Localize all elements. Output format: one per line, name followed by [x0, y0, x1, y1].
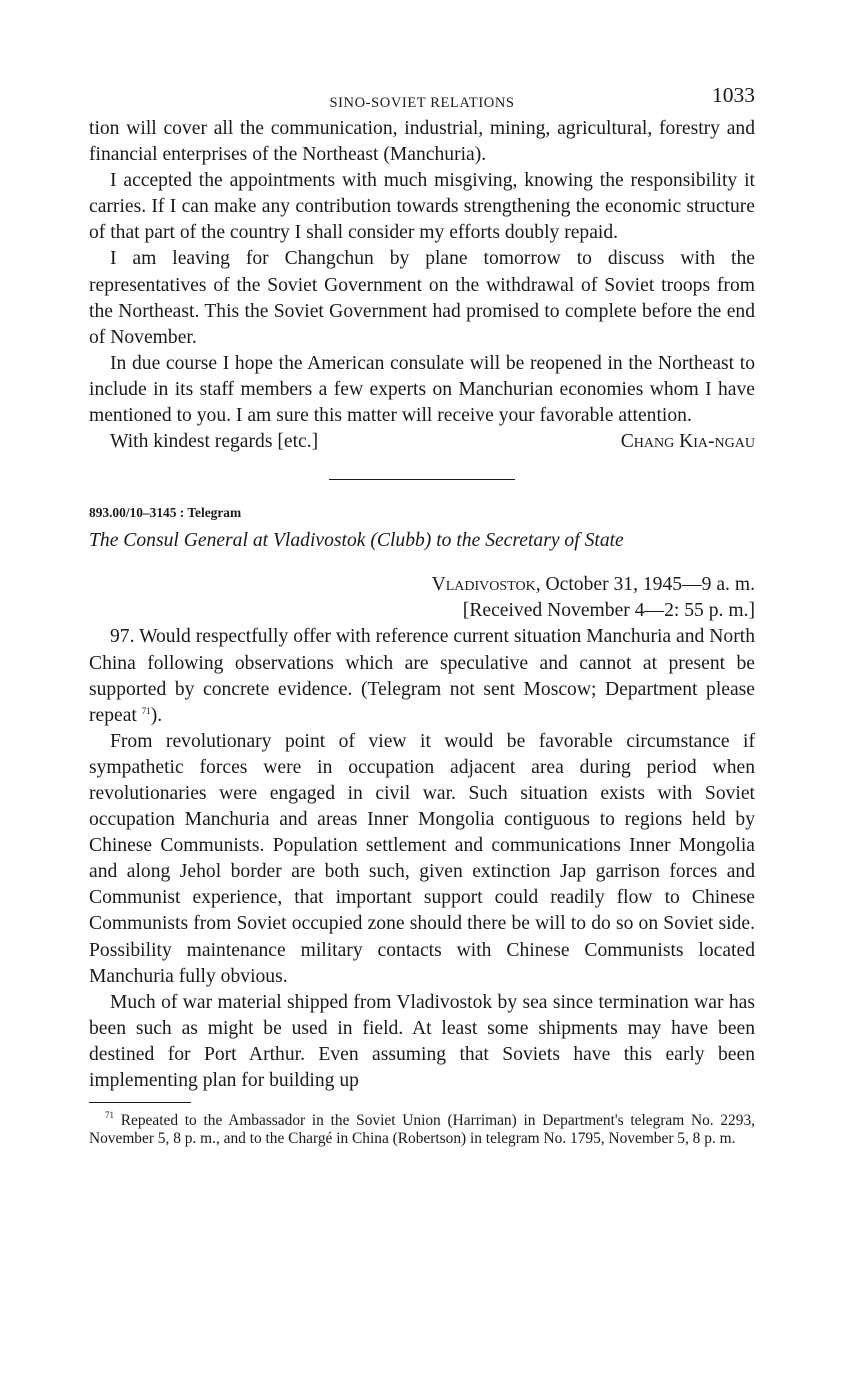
letter-closing: With kindest regards [etc.] — [110, 431, 319, 453]
page-number: 1033 — [712, 83, 755, 107]
document-title: The Consul General at Vladivostok (Clubb) to the Secretary of State — [89, 530, 624, 552]
letter-signature: Chang Kia-ngau — [620, 431, 755, 453]
footnote-reference: 71 — [141, 705, 151, 716]
letter-paragraph: I am leaving for Changchun by plane tomorrow to discuss with the representatives of the Soviet Government on the withdrawal of Soviet troops from the Northeast. This the Soviet Government had promised to complete before the end of November. — [89, 248, 755, 348]
letter-paragraph: In due course I hope the American consulate will be reopened in the Northeast to include in its staff members a few experts on Manchurian economies whom I have mentioned to you. I am sure this matter will receive your favorable attention. — [89, 352, 755, 427]
telegram-paragraph-text: 97. Would respectfully offer with reference current situation Manchuria and North China following observations which are speculative and cannot at present be supported by concrete evidence. (Telegram not sent Moscow; Department please repeat — [89, 626, 755, 726]
letter-continuation: tion will cover all the communication, industrial, mining, agricultural, forestry and financial enterprises of the Northeast (Manchuria). — [89, 118, 755, 166]
file-number: 893.00/10–3145 : Telegram — [89, 505, 242, 521]
letter-paragraph: I accepted the appointments with much misgiving, knowing the responsibility it carries. If I can make any contribution towards strengthening the economic structure of that part of the country I shall consider my efforts doubly repaid. — [89, 170, 755, 244]
dateline-place: Vladivostok — [431, 574, 536, 596]
section-divider — [329, 479, 515, 480]
dateline-date: , October 31, 1945—9 a. m. — [535, 574, 755, 596]
telegram-paragraph-end: ). — [150, 704, 163, 726]
running-title: SINO-SOVIET RELATIONS — [329, 95, 515, 111]
telegram-paragraph: From revolutionary point of view it would be favorable circumstance if sympathetic forces were in occupation adjacent area during period when revolutionaries were engaged in civil war. Such situation exists with Soviet occupation Manchuria and areas Inner Mongolia contiguous to regions held by Chinese Communists. Population settlement and communications Inner Mongolia and along Jehol border are both such, given extinction Jap garrison forces and Communist experience, that important support could readily flow to Chinese Communists from Soviet occupied zone should there be will to do so on Soviet side. Possibility maintenance military contacts with Chinese Communists located Manchuria fully obvious. — [89, 730, 755, 987]
telegram-paragraph — [89, 624, 755, 728]
running-header — [89, 82, 755, 116]
footnote — [89, 1112, 755, 1147]
dateline — [89, 572, 755, 598]
telegram-paragraph: Much of war material shipped from Vladivostok by sea since termination war has been such as might be used in field. At least some shipments may have been destined for Port Arthur. Even assuming that Soviets have this early been implementing plan for building up — [89, 991, 755, 1091]
footnote-text: Repeated to the Ambassador in the Soviet Union (Harriman) in Department's telegram No. 2293, November 5, 8 p. m., and to the Chargé in China (Robertson) in telegram No. 1795, November 5, 8 p. m. — [89, 1112, 755, 1147]
footnote-divider — [89, 1102, 191, 1103]
document-page — [89, 82, 755, 1147]
footnote-number: 71 — [105, 1110, 114, 1121]
received-line: [Received November 4—2: 55 p. m.] — [462, 600, 755, 622]
letter-signoff — [89, 429, 755, 455]
